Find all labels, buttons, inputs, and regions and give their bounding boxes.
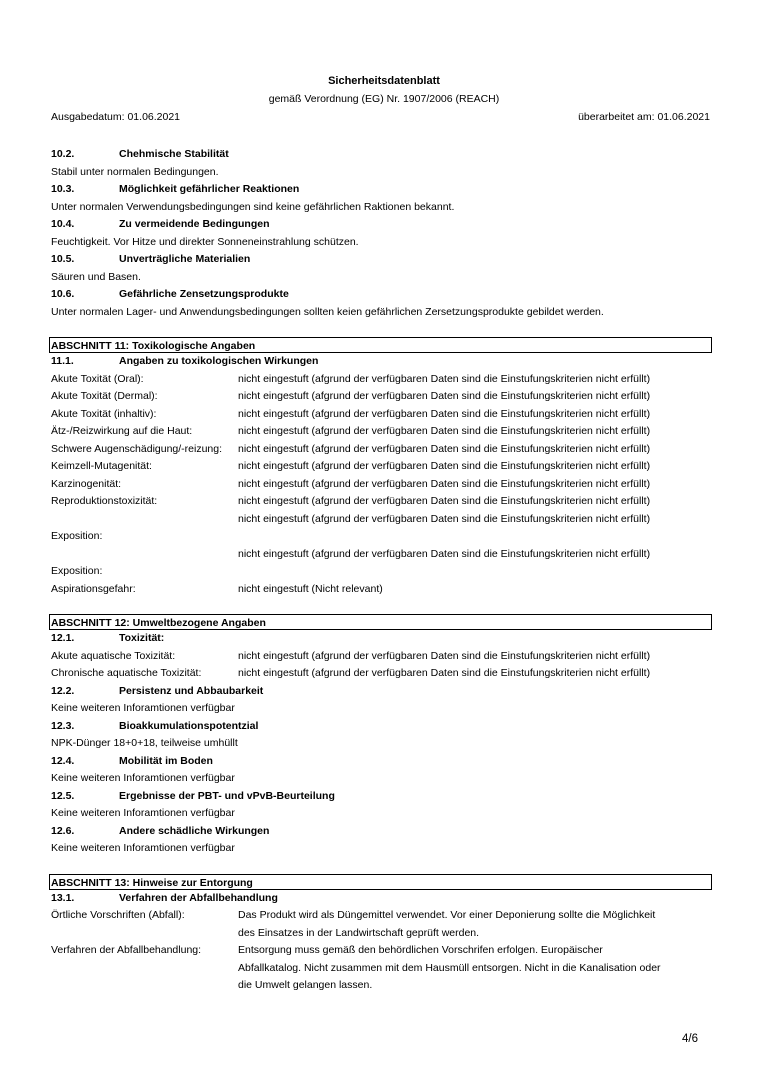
- section-heading-12-6: 12.6. Andere schädliche Wirkungen: [51, 824, 270, 837]
- eco-row: Chronische aquatische Toxizität: nicht eingestuft (afgrund der verfügbaren Daten sind die Einstufungskriterien nicht erfüllt): [51, 667, 651, 679]
- section-heading-10-4: 10.4. Zu vermeidende Bedingungen: [51, 218, 270, 230]
- section-text-12-4: Keine weiteren Inforamtionen verfügbar: [51, 772, 235, 784]
- tox-row: Ätz-/Reizwirkung auf die Haut: nicht eingestuft (afgrund der verfügbaren Daten sind die Einstufungskriterien nicht erfüllt): [51, 425, 651, 437]
- section-box-12: ABSCHNITT 12: Umweltbezogene Angaben: [49, 614, 712, 630]
- section-text-10-4: Feuchtigkeit. Vor Hitze und direkter Sonneneinstrahlung schützen.: [51, 235, 359, 248]
- section-heading-12-2: 12.2. Persistenz und Abbaubarkeit: [51, 684, 264, 697]
- section-text-10-6: Unter normalen Lager- und Anwendungsbedingungen sollten keien gefährlichen Zersetzungsprodukte gebildet werden.: [51, 305, 604, 318]
- tox-row: Akute Toxität (Oral): nicht eingestuft (afgrund der verfügbaren Daten sind die Einstufungskriterien nicht erfüllt): [51, 372, 651, 385]
- tox-row: Exposition:: [51, 565, 103, 577]
- document-title: Sicherheitsdatenblatt: [328, 75, 440, 87]
- section-text-12-2: Keine weiteren Inforamtionen verfügbar: [51, 702, 235, 714]
- section-text-10-5: Säuren und Basen.: [51, 270, 141, 283]
- tox-row: Reproduktionstoxizität: nicht eingestuft (afgrund der verfügbaren Daten sind die Einstufungskriterien nicht erfüllt): [51, 495, 651, 507]
- section-heading-12-3: 12.3. Bioakkumulationspotentzial: [51, 719, 259, 732]
- section-text-12-6: Keine weiteren Inforamtionen verfügbar: [51, 842, 235, 854]
- tox-row: Exposition:: [51, 530, 103, 542]
- section-box-13: ABSCHNITT 13: Hinweise zur Entorgung: [49, 874, 712, 890]
- page-number: 4/6: [682, 1033, 698, 1045]
- document-subtitle: gemäß Verordnung (EG) Nr. 1907/2006 (REACH): [268, 93, 500, 105]
- tox-row: Karzinogenität: nicht eingestuft (afgrund der verfügbaren Daten sind die Einstufungskriterien nicht erfüllt): [51, 477, 651, 490]
- tox-row: Schwere Augenschädigung/-reizung: nicht eingestuft (afgrund der verfügbaren Daten sind die Einstufungskriterien nicht erfüllt): [51, 442, 651, 455]
- section-heading-12-4: 12.4. Mobilität im Boden: [51, 754, 213, 767]
- section-heading-12-5: 12.5. Ergebnisse der PBT- und vPvB-Beurteilung: [51, 789, 335, 802]
- section-text-10-2: Stabil unter normalen Bedingungen.: [51, 165, 219, 178]
- section-heading-10-6: 10.6. Gefährliche Zensetzungsprodukte: [51, 288, 289, 300]
- section-heading-13-1: 13.1. Verfahren der Abfallbehandlung: [51, 891, 278, 904]
- section-heading-10-3: 10.3. Möglichkeit gefährlicher Reaktionen: [51, 183, 300, 195]
- section-text-12-3: NPK-Dünger 18+0+18, teilweise umhüllt: [51, 737, 238, 749]
- section-heading-10-5: 10.5. Unverträgliche Materialien: [51, 253, 251, 265]
- section-heading-12-1: 12.1. Toxizität:: [51, 632, 165, 644]
- tox-row: nicht eingestuft (afgrund der verfügbaren Daten sind die Einstufungskriterien nicht erfüllt): [238, 512, 651, 525]
- issue-date: Ausgabedatum: 01.06.2021: [51, 111, 181, 123]
- section-text-12-5: Keine weiteren Inforamtionen verfügbar: [51, 807, 235, 819]
- eco-row: Akute aquatische Toxizität: nicht eingestuft (afgrund der verfügbaren Daten sind die Einstufungskriterien nicht erfüllt): [51, 649, 651, 662]
- tox-row: nicht eingestuft (afgrund der verfügbaren Daten sind die Einstufungskriterien nicht erfüllt): [238, 547, 651, 560]
- document-body: [51, 146, 712, 995]
- section-box-11: ABSCHNITT 11: Toxikologische Angaben: [49, 337, 712, 353]
- revised-date: überarbeitet am: 01.06.2021: [578, 111, 710, 123]
- section-heading-11-1: 11.1. Angaben zu toxikologischen Wirkungen: [51, 355, 319, 367]
- disposal-row: Verfahren der Abfallbehandlung: Entsorgung muss gemäß den behördlichen Vorschrifen erfolgen. Europäischer Abfallkatalog. Nicht zusammen mit dem Hausmüll entsorgen. Nicht in die Kanalisation oder die Umwelt gelangen lassen.: [51, 944, 661, 991]
- tox-row: Aspirationsgefahr: nicht eingestuft (Nicht relevant): [51, 582, 383, 595]
- disposal-row: Örtliche Vorschriften (Abfall): Das Produkt wird als Düngemittel verwendet. Vor einer Deponierung sollte die Möglichkeit des Einsatzes in der Landwirtschaft geprüft werden.: [51, 909, 656, 939]
- tox-row: Akute Toxität (Dermal): nicht eingestuft (afgrund der verfügbaren Daten sind die Einstufungskriterien nicht erfüllt): [51, 390, 651, 402]
- section-text-10-3: Unter normalen Verwendungsbedingungen sind keine gefährlichen Raktionen bekannt.: [51, 200, 455, 213]
- tox-row: Keimzell-Mutagenität: nicht eingestuft (afgrund der verfügbaren Daten sind die Einstufungskriterien nicht erfüllt): [51, 460, 651, 472]
- section-heading-10-2: 10.2. Chehmische Stabilität: [51, 148, 229, 160]
- tox-row: Akute Toxität (inhaltiv): nicht eingestuft (afgrund der verfügbaren Daten sind die Einstufungskriterien nicht erfüllt): [51, 407, 651, 420]
